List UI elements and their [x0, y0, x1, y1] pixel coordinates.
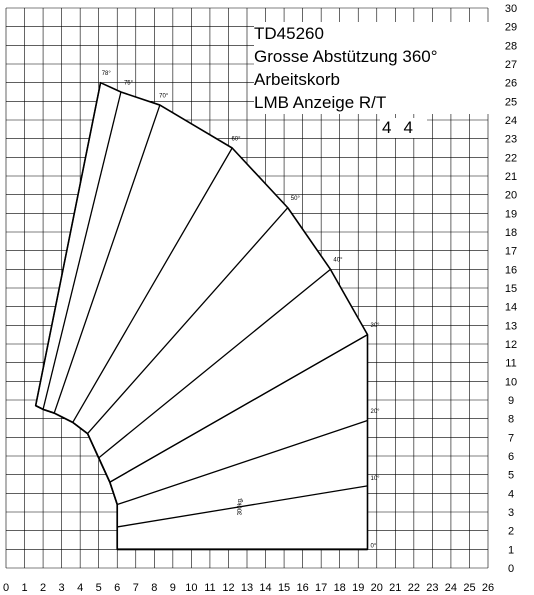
- x-tick-label: 26: [481, 582, 495, 594]
- x-tick-label: 5: [95, 582, 102, 594]
- y-tick-label: 6: [507, 451, 515, 463]
- y-tick-label: 0: [507, 563, 515, 575]
- x-tick-label: 4: [77, 582, 84, 594]
- working-envelope: [36, 83, 368, 550]
- ratio-r: 4: [382, 118, 392, 137]
- x-tick-label: 13: [240, 582, 254, 594]
- y-tick-label: 24: [504, 115, 518, 127]
- angle-label: 30°: [370, 323, 380, 330]
- ratio-values: [380, 118, 427, 138]
- title-model: TD45260: [254, 24, 324, 43]
- x-tick-label: 17: [315, 582, 328, 594]
- y-tick-label: 28: [504, 40, 518, 53]
- y-tick-label: 12: [504, 339, 518, 351]
- y-tick-label: 22: [504, 152, 518, 165]
- x-tick-label: 22: [407, 582, 420, 594]
- y-tick-label: 29: [504, 21, 518, 34]
- angle-label: 40°: [333, 257, 343, 264]
- y-tick-label: 9: [507, 395, 515, 407]
- x-tick-label: 0: [2, 582, 10, 594]
- angle-label: 60°: [231, 136, 241, 143]
- x-tick-label: 11: [204, 582, 216, 594]
- y-axis-ticks: [505, 3, 517, 575]
- angle-label: 75°: [123, 80, 134, 87]
- y-tick-label: 3: [507, 507, 515, 519]
- y-tick-label: 1: [507, 544, 515, 557]
- x-tick-label: 7: [132, 582, 139, 594]
- x-tick-label: 10: [185, 582, 198, 594]
- x-tick-label: 14: [259, 582, 272, 594]
- x-tick-label: 20: [370, 582, 383, 594]
- angle-label: 50°: [290, 196, 300, 203]
- x-tick-label: 9: [169, 582, 176, 594]
- title-platform: Arbeitskorb: [254, 70, 340, 89]
- x-tick-label: 2: [40, 582, 47, 594]
- y-tick-label: 26: [504, 77, 518, 90]
- x-tick-label: 3: [58, 582, 65, 594]
- envelope-outline: [36, 83, 368, 550]
- y-tick-label: 23: [504, 133, 518, 146]
- x-axis-ticks: [3, 582, 494, 594]
- x-tick-label: 6: [114, 582, 121, 594]
- angle-label: 20°: [370, 408, 380, 415]
- ratio-t: 4: [403, 118, 413, 137]
- x-tick-label: 16: [296, 582, 309, 594]
- y-tick-label: 19: [504, 208, 518, 221]
- y-tick-label: 2: [507, 525, 515, 538]
- y-tick-label: 8: [507, 413, 515, 426]
- x-tick-label: 15: [277, 582, 291, 594]
- x-tick-label: 8: [151, 582, 158, 594]
- y-tick-label: 27: [504, 59, 518, 71]
- load-label: 300kg.: [237, 497, 244, 516]
- title-outrigger: Grosse Abstützung 360°: [254, 47, 438, 66]
- y-tick-label: 15: [504, 283, 518, 295]
- title-block: [254, 22, 494, 114]
- x-tick-label: 24: [444, 582, 458, 594]
- y-tick-label: 13: [504, 320, 518, 333]
- y-tick-label: 21: [504, 171, 518, 183]
- x-tick-label: 19: [352, 582, 365, 594]
- y-tick-label: 30: [504, 3, 518, 15]
- angle-label: 70°: [159, 93, 169, 100]
- y-tick-label: 25: [504, 96, 518, 109]
- title-display: LMB Anzeige R/T: [254, 93, 387, 112]
- x-tick-label: 18: [333, 582, 346, 594]
- y-tick-label: 7: [507, 432, 515, 445]
- y-tick-label: 10: [504, 376, 518, 389]
- y-tick-label: 18: [504, 227, 518, 239]
- y-tick-label: 11: [505, 357, 517, 370]
- x-tick-label: 25: [463, 582, 476, 594]
- y-tick-label: 5: [507, 469, 515, 482]
- angle-label: 10°: [370, 476, 380, 483]
- x-tick-label: 23: [426, 582, 439, 594]
- y-tick-label: 14: [504, 301, 518, 314]
- y-tick-label: 4: [507, 488, 515, 501]
- y-tick-label: 17: [504, 245, 518, 258]
- y-tick-label: 16: [504, 264, 518, 277]
- angle-label: 0°: [370, 543, 377, 550]
- angle-label: 78°: [101, 71, 111, 78]
- x-tick-label: 21: [389, 582, 402, 594]
- x-tick-label: 1: [21, 582, 28, 594]
- x-tick-label: 12: [222, 582, 235, 594]
- y-tick-label: 20: [504, 189, 518, 202]
